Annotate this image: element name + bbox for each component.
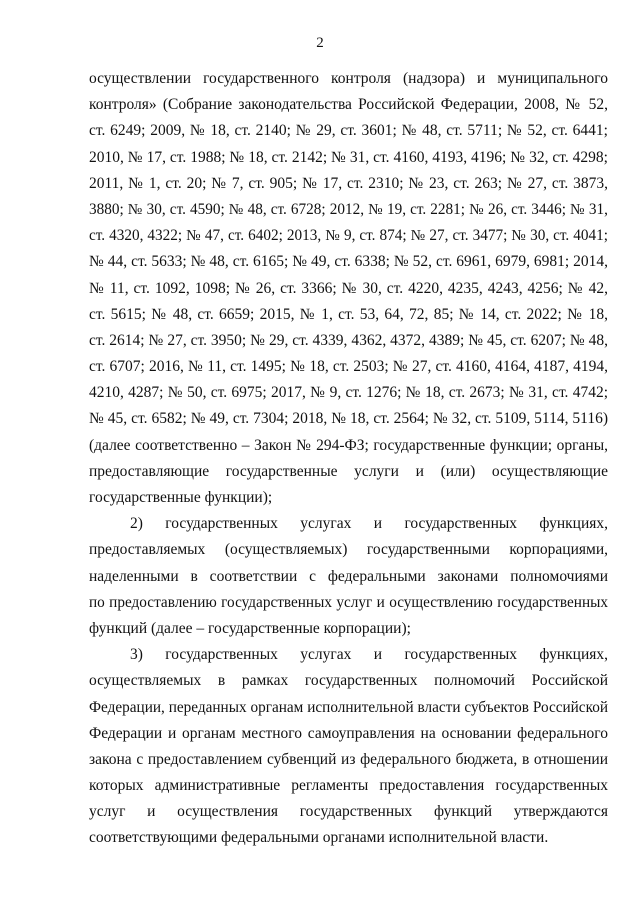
text-line: (далее соответственно – Закон № 294-ФЗ; государственные функции; органы, xyxy=(89,436,608,454)
text-line: Федерации и органам местного самоуправления на основании федерального xyxy=(89,724,608,742)
text-line: ст. 4320, 4322; № 47, ст. 6402; 2013, № 9, ст. 874; № 27, ст. 3477; № 30, ст. 4041; xyxy=(89,227,608,245)
text-line: ст. 5615; № 48, ст. 6659; 2015, № 1, ст. 53, 64, 72, 85; № 14, ст. 2022; № 18, xyxy=(89,305,608,323)
document-body xyxy=(89,66,608,852)
text-line: Федерации, переданных органам исполнительной власти субъектов Российской xyxy=(89,698,608,716)
text-line: контроля» (Собрание законодательства Российской Федерации, 2008, № 52, xyxy=(89,96,608,114)
text-line: 4210, 4287; № 50, ст. 6975; 2017, № 9, ст. 1276; № 18, ст. 2673; № 31, ст. 4742; xyxy=(89,384,608,402)
text-line: осуществляемых в рамках государственных полномочий Российской xyxy=(89,672,608,690)
text-line: закона с предоставлением субвенций из федерального бюджета, в отношении xyxy=(89,750,608,768)
text-line: осуществлении государственного контроля (надзора) и муниципального xyxy=(89,70,608,87)
text-line: предоставляющие государственные услуги и (или) осуществляющие xyxy=(89,462,608,480)
text-line: 2010, № 17, ст. 1988; № 18, ст. 2142; № 31, ст. 4160, 4193, 4196; № 32, ст. 4298; xyxy=(89,148,608,166)
text-line: государственные функции); xyxy=(89,489,273,506)
text-line: ст. 2614; № 27, ст. 3950; № 29, ст. 4339, 4362, 4372, 4389; № 45, ст. 6207; № 48, xyxy=(89,331,608,349)
text-line: соответствующими федеральными органами исполнительной власти. xyxy=(89,829,549,847)
text-line: функций (далее – государственные корпорации); xyxy=(89,619,411,637)
text-line: ст. 6707; 2016, № 11, ст. 1495; № 18, ст. 2503; № 27, ст. 4160, 4164, 4187, 4194, xyxy=(89,358,608,376)
text-line: по предоставлению государственных услуг и осуществлению государственных xyxy=(89,593,608,611)
list-item-number-2: 2) государственных услугах и государственных функциях, xyxy=(130,515,608,533)
text-line: предоставляемых (осуществляемых) государственными корпорациями, xyxy=(89,541,608,559)
text-line: № 11, ст. 1092, 1098; № 26, ст. 3366; № 30, ст. 4220, 4235, 4243, 4256; № 42, xyxy=(89,279,608,297)
text-line: наделенными в соответствии с федеральными законами полномочиями xyxy=(89,567,608,585)
text-line: № 45, ст. 6582; № 49, ст. 7304; 2018, № 18, ст. 2564; № 32, ст. 5109, 5114, 5116) xyxy=(89,410,608,428)
text-line: № 44, ст. 5633; № 48, ст. 6165; № 49, ст. 6338; № 52, ст. 6961, 6979, 6981; 2014, xyxy=(89,253,608,271)
text-line: 2011, № 1, ст. 20; № 7, ст. 905; № 17, ст. 2310; № 23, ст. 263; № 27, ст. 3873, xyxy=(89,174,608,192)
text-line: 3880; № 30, ст. 4590; № 48, ст. 6728; 2012, № 19, ст. 2281; № 26, ст. 3446; № 31, xyxy=(89,200,608,218)
list-item-number-3: 3) государственных услугах и государственных функциях, xyxy=(130,646,608,664)
text-line: которых административные регламенты предоставления государственных xyxy=(89,777,608,795)
text-line: услуг и осуществления государственных функций утверждаются xyxy=(89,803,608,821)
text-line: ст. 6249; 2009, № 18, ст. 2140; № 29, ст. 3601; № 48, ст. 5711; № 52, ст. 6441; xyxy=(89,122,608,140)
page-number: 2 xyxy=(316,35,324,51)
